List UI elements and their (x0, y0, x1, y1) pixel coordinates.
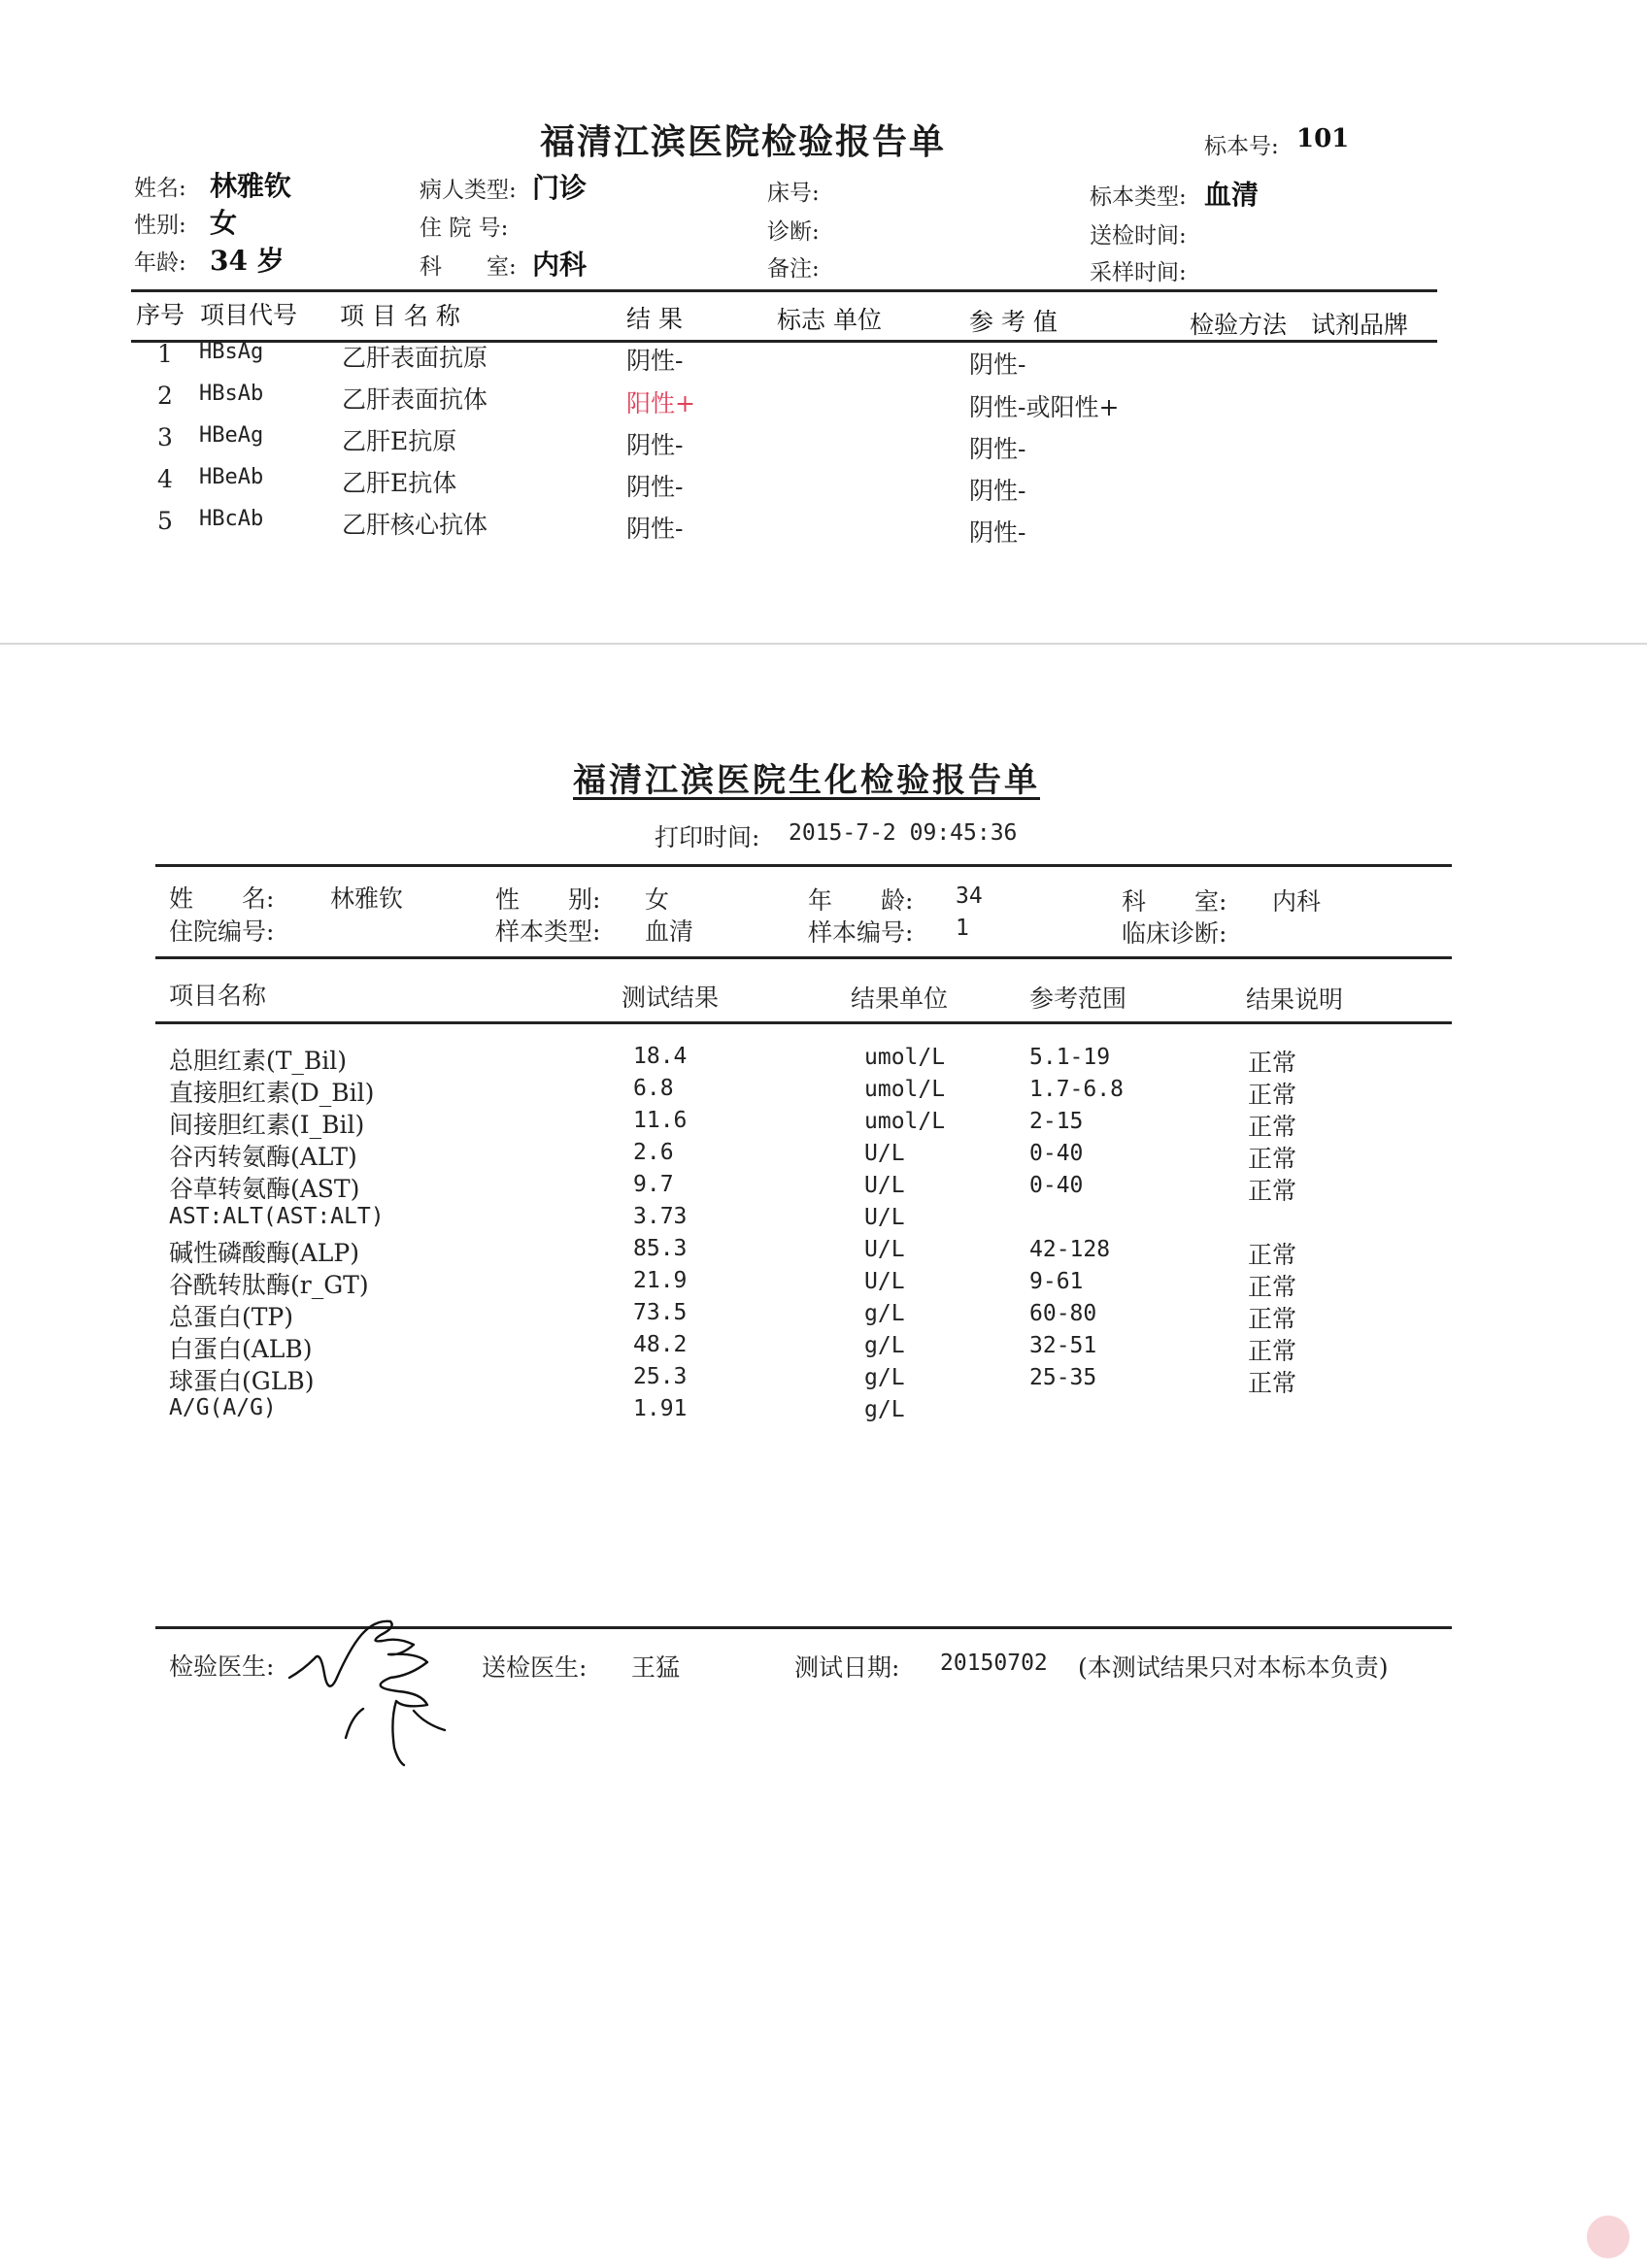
sample-type-label: 标本类型: (1090, 184, 1187, 210)
r4-name: 乙肝E抗体 (342, 469, 457, 497)
b1-item: 总胆红素(T_Bil) (169, 1047, 348, 1075)
b5-result: 9.7 (633, 1172, 674, 1197)
b4-ref: 0-40 (1029, 1141, 1084, 1166)
sample-type: 血清 (1204, 179, 1260, 211)
r2-seq: 2 (157, 382, 173, 410)
report2-title: 福清江滨医院生化检验报告单 (573, 761, 1040, 800)
r2-sample-no: 1 (956, 916, 969, 941)
b2-item: 直接胆红素(D_Bil) (169, 1079, 375, 1107)
b11-ref: 25-35 (1029, 1365, 1097, 1390)
paper-edge (0, 643, 1647, 645)
b11-item: 球蛋白(GLB) (169, 1367, 315, 1395)
specimen-no: 101 (1296, 124, 1350, 153)
r1-result: 阴性- (626, 347, 684, 375)
b12-item: A/G(A/G) (169, 1395, 277, 1420)
r4-ref: 阴性- (969, 477, 1026, 505)
b11-note: 正常 (1248, 1369, 1297, 1397)
b3-unit: umol/L (864, 1109, 946, 1134)
bed-label: 床号: (767, 181, 820, 206)
b10-note: 正常 (1248, 1337, 1297, 1365)
b9-note: 正常 (1248, 1305, 1297, 1333)
b9-unit: g/L (864, 1301, 905, 1326)
b8-result: 21.9 (633, 1268, 688, 1293)
r1-name: 乙肝表面抗原 (342, 344, 488, 372)
header-rule-top (131, 289, 1437, 292)
col-item: 项目名称 (169, 982, 267, 1010)
test-date-label: 测试日期: (794, 1653, 900, 1682)
b7-ref: 42-128 (1029, 1237, 1111, 1262)
r4-result: 阴性- (626, 473, 684, 501)
signature-image (282, 1602, 466, 1767)
b9-result: 73.5 (633, 1300, 688, 1325)
r2-sample-no-label: 样本编号: (808, 918, 914, 947)
patient-type-label: 病人类型: (420, 178, 517, 203)
b7-item: 碱性磷酸酶(ALP) (169, 1239, 359, 1267)
b1-result: 18.4 (633, 1044, 688, 1069)
r4-code: HBeAb (199, 465, 264, 489)
b5-item: 谷草转氨酶(AST) (169, 1175, 360, 1203)
b4-note: 正常 (1248, 1145, 1297, 1173)
b8-note: 正常 (1248, 1273, 1297, 1301)
b2-note: 正常 (1248, 1081, 1297, 1109)
report1-title: 福清江滨医院检验报告单 (540, 121, 947, 162)
info-rule-top (155, 864, 1452, 867)
col-ref-range: 参考范围 (1029, 984, 1127, 1013)
dept-label: 科 室: (420, 254, 517, 280)
r1-ref: 阴性- (969, 350, 1026, 379)
patient-name: 林雅钦 (210, 170, 292, 202)
col-name: 项 目 名 称 (340, 302, 460, 330)
sender-label: 送检医生: (482, 1653, 588, 1682)
r2-age-label: 年 龄: (808, 886, 914, 915)
diagnosis-label: 诊断: (767, 219, 820, 245)
r2-patient-age: 34 (956, 884, 983, 909)
r2-inpatient-no-label: 住院编号: (169, 917, 275, 946)
print-time-label: 打印时间: (655, 823, 760, 851)
r2-code: HBsAb (199, 382, 264, 406)
r2-sex-label: 性 别: (495, 885, 601, 914)
r2-sample-type: 血清 (645, 917, 694, 946)
r2-diagnosis-label: 临床诊断: (1122, 919, 1227, 948)
r1-code: HBsAg (199, 340, 264, 364)
b3-item: 间接胆红素(I_Bil) (169, 1111, 365, 1139)
r2-dept: 内科 (1272, 887, 1322, 916)
b2-result: 6.8 (633, 1076, 674, 1101)
r2-name: 乙肝表面抗体 (342, 385, 488, 414)
collect-time-label: 采样时间: (1090, 260, 1187, 285)
r3-code: HBeAg (199, 423, 264, 448)
b2-ref: 1.7-6.8 (1029, 1077, 1124, 1102)
send-time-label: 送检时间: (1090, 223, 1187, 249)
patient-age: 34 岁 (210, 245, 285, 277)
patient-type: 门诊 (532, 172, 588, 204)
b4-unit: U/L (864, 1141, 905, 1166)
b9-ref: 60-80 (1029, 1301, 1097, 1326)
age-label: 年龄: (134, 250, 186, 276)
dept: 内科 (532, 249, 588, 281)
b1-unit: umol/L (864, 1045, 946, 1070)
b10-ref: 32-51 (1029, 1333, 1097, 1358)
table-header-rule (155, 1021, 1452, 1024)
inpatient-no-label: 住 院 号: (420, 216, 509, 241)
b7-unit: U/L (864, 1237, 905, 1262)
b5-note: 正常 (1248, 1177, 1297, 1205)
r3-result: 阴性- (626, 431, 684, 459)
col-method: 检验方法 (1190, 311, 1288, 339)
doctor-label: 检验医生: (169, 1652, 275, 1681)
header-rule-bottom (131, 340, 1437, 343)
b11-unit: g/L (864, 1365, 905, 1390)
hepatitis-report-sheet (0, 0, 1647, 641)
r3-ref: 阴性- (969, 435, 1026, 463)
r2-name-label: 姓 名: (169, 884, 275, 913)
info-rule-bottom (155, 956, 1452, 959)
b3-ref: 2-15 (1029, 1109, 1084, 1134)
b1-ref: 5.1-19 (1029, 1045, 1111, 1070)
disclaimer: (本测试结果只对本标本负责) (1078, 1653, 1389, 1682)
r4-seq: 4 (157, 465, 173, 493)
col-ref: 参 考 值 (969, 308, 1058, 336)
r2-result: 阳性+ (626, 389, 695, 417)
col-flag-unit: 标志 单位 (777, 306, 882, 334)
b11-result: 25.3 (633, 1364, 688, 1389)
b8-item: 谷酰转肽酶(r_GT) (169, 1271, 369, 1299)
col-test-result: 测试结果 (622, 984, 720, 1012)
r5-seq: 5 (157, 507, 173, 535)
test-date: 20150702 (940, 1651, 1048, 1676)
col-seq: 序号 (136, 301, 185, 329)
b1-note: 正常 (1248, 1049, 1297, 1077)
b7-note: 正常 (1248, 1241, 1297, 1269)
b4-item: 谷丙转氨酶(ALT) (169, 1143, 357, 1171)
print-time: 2015-7-2 09:45:36 (789, 820, 1018, 846)
sender-name: 王猛 (631, 1653, 681, 1682)
b6-unit: U/L (864, 1205, 905, 1230)
b6-item: AST:ALT(AST:ALT) (169, 1204, 385, 1229)
b8-unit: U/L (864, 1269, 905, 1294)
r2-dept-label: 科 室: (1122, 887, 1227, 916)
r1-seq: 1 (157, 340, 173, 368)
col-code: 项目代号 (200, 301, 298, 329)
b3-result: 11.6 (633, 1108, 688, 1133)
specimen-no-label: 标本号: (1204, 134, 1279, 159)
r5-code: HBcAb (199, 507, 264, 531)
col-note: 结果说明 (1246, 985, 1344, 1014)
col-result: 结 果 (626, 305, 683, 333)
patient-sex: 女 (210, 207, 238, 239)
r3-seq: 3 (157, 423, 173, 451)
b10-item: 白蛋白(ALB) (169, 1335, 313, 1363)
name-label: 姓名: (134, 176, 186, 201)
b10-result: 48.2 (633, 1332, 688, 1357)
r5-ref: 阴性- (969, 518, 1026, 547)
remark-label: 备注: (767, 256, 820, 282)
b10-unit: g/L (864, 1333, 905, 1358)
b5-ref: 0-40 (1029, 1173, 1084, 1198)
r2-sample-type-label: 样本类型: (495, 917, 601, 946)
r5-result: 阴性- (626, 515, 684, 543)
sex-label: 性别: (134, 213, 186, 238)
b6-result: 3.73 (633, 1204, 688, 1229)
watermark-logo (1587, 2216, 1630, 2258)
r2-patient-sex: 女 (645, 885, 670, 914)
r2-ref: 阴性-或阳性+ (969, 393, 1120, 421)
b4-result: 2.6 (633, 1140, 674, 1165)
b9-item: 总蛋白(TP) (169, 1303, 294, 1331)
b2-unit: umol/L (864, 1077, 946, 1102)
b5-unit: U/L (864, 1173, 905, 1198)
b8-ref: 9-61 (1029, 1269, 1084, 1294)
b7-result: 85.3 (633, 1236, 688, 1261)
b12-unit: g/L (864, 1397, 905, 1422)
col-unit: 结果单位 (851, 984, 949, 1013)
r5-name: 乙肝核心抗体 (342, 511, 488, 539)
col-brand: 试剂品牌 (1311, 311, 1409, 339)
b12-result: 1.91 (633, 1396, 688, 1421)
b3-note: 正常 (1248, 1113, 1297, 1141)
r2-patient-name: 林雅钦 (330, 884, 404, 913)
r3-name: 乙肝E抗原 (342, 427, 457, 455)
